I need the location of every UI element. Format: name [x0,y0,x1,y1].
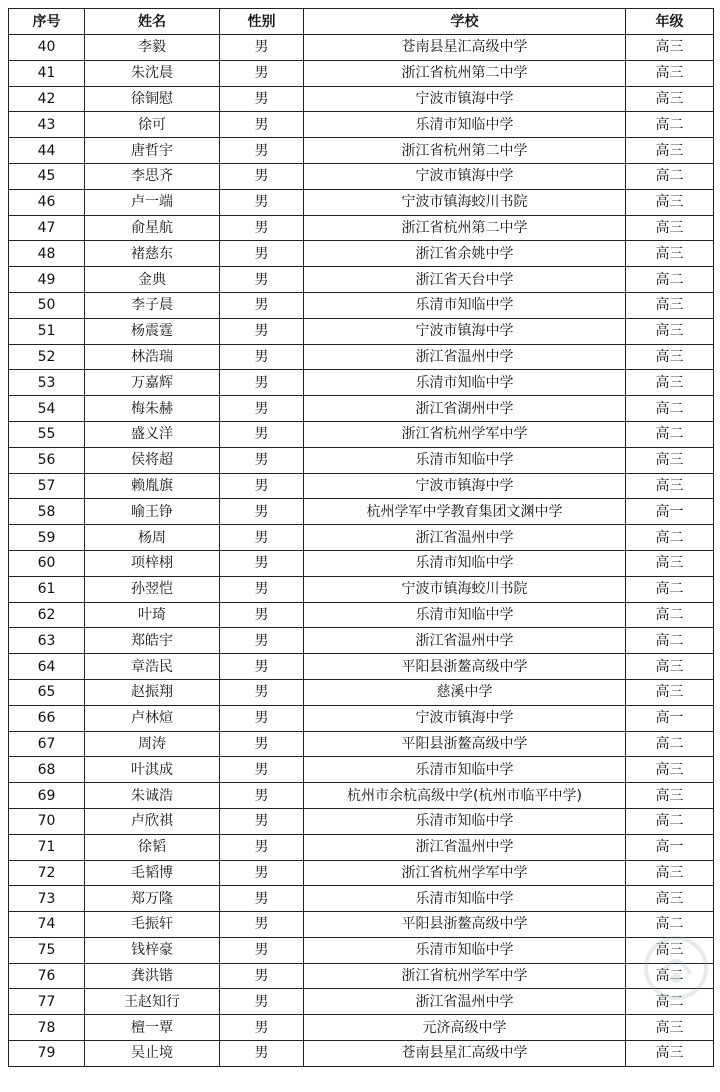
watermark-logo [642,934,710,1002]
cell-grade: 高二 [626,989,714,1015]
cell-gender: 男 [220,138,304,164]
cell-grade: 高二 [626,808,714,834]
cell-grade: 高三 [626,654,714,680]
cell-name: 万嘉辉 [85,370,220,396]
cell-school: 乐清市知临中学 [304,937,626,963]
table-row [9,628,714,654]
cell-grade: 高三 [626,370,714,396]
cell-number: 40 [9,35,85,61]
cell-number: 68 [9,757,85,783]
cell-grade: 高三 [626,189,714,215]
cell-school: 乐清市知临中学 [304,370,626,396]
header-name: 姓名 [85,9,220,35]
cell-school: 苍南县星汇高级中学 [304,35,626,61]
cell-number: 46 [9,189,85,215]
cell-number: 78 [9,1015,85,1041]
cell-gender: 男 [220,731,304,757]
cell-gender: 男 [220,808,304,834]
cell-number: 53 [9,370,85,396]
cell-gender: 男 [220,912,304,938]
cell-grade: 高三 [626,860,714,886]
cell-number: 54 [9,396,85,422]
table-row [9,860,714,886]
cell-gender: 男 [220,628,304,654]
cell-name: 檀一覃 [85,1015,220,1041]
cell-grade: 高二 [626,731,714,757]
cell-number: 41 [9,60,85,86]
cell-number: 65 [9,679,85,705]
table-row [9,370,714,396]
cell-grade: 高二 [626,112,714,138]
cell-school: 宁波市镇海蛟川书院 [304,189,626,215]
cell-number: 59 [9,525,85,551]
cell-school: 浙江省温州中学 [304,989,626,1015]
cell-name: 喻王铮 [85,499,220,525]
cell-number: 64 [9,654,85,680]
cell-number: 72 [9,860,85,886]
cell-school: 平阳县浙鳌高级中学 [304,654,626,680]
cell-name: 林浩瑞 [85,344,220,370]
cell-grade: 高二 [626,576,714,602]
cell-name: 徐韬 [85,834,220,860]
table-row [9,421,714,447]
table-row [9,808,714,834]
cell-gender: 男 [220,35,304,61]
cell-name: 龚洪锴 [85,963,220,989]
table-row [9,757,714,783]
table-row [9,86,714,112]
cell-number: 49 [9,267,85,293]
cell-gender: 男 [220,163,304,189]
cell-school: 浙江省杭州第二中学 [304,215,626,241]
cell-name: 孙翌恺 [85,576,220,602]
table-row [9,396,714,422]
table-body [9,35,714,1067]
table-row [9,112,714,138]
cell-grade: 高三 [626,344,714,370]
cell-gender: 男 [220,602,304,628]
cell-gender: 男 [220,267,304,293]
cell-number: 52 [9,344,85,370]
cell-gender: 男 [220,241,304,267]
cell-school: 元济高级中学 [304,1015,626,1041]
cell-school: 苍南县星汇高级中学 [304,1041,626,1067]
cell-school: 浙江省温州中学 [304,834,626,860]
table-row [9,473,714,499]
table-row [9,679,714,705]
table-row [9,1015,714,1041]
cell-school: 乐清市知临中学 [304,757,626,783]
cell-school: 乐清市知临中学 [304,550,626,576]
cell-school: 浙江省温州中学 [304,344,626,370]
cell-number: 61 [9,576,85,602]
cell-name: 叶淇成 [85,757,220,783]
table-row [9,886,714,912]
cell-grade: 高一 [626,705,714,731]
cell-number: 45 [9,163,85,189]
cell-grade: 高二 [626,628,714,654]
cell-gender: 男 [220,783,304,809]
cell-school: 乐清市知临中学 [304,886,626,912]
cell-name: 卢一端 [85,189,220,215]
cell-gender: 男 [220,86,304,112]
cell-name: 毛振轩 [85,912,220,938]
cell-number: 47 [9,215,85,241]
table-row [9,783,714,809]
cell-name: 郑万隆 [85,886,220,912]
cell-number: 73 [9,886,85,912]
cell-name: 盛义洋 [85,421,220,447]
table-row [9,35,714,61]
table-row [9,731,714,757]
header-school: 学校 [304,9,626,35]
cell-number: 58 [9,499,85,525]
table-row [9,1041,714,1067]
cell-grade: 高三 [626,60,714,86]
cell-school: 宁波市镇海中学 [304,705,626,731]
cell-name: 侯将超 [85,447,220,473]
cell-number: 79 [9,1041,85,1067]
cell-grade: 高三 [626,292,714,318]
cell-gender: 男 [220,886,304,912]
cell-name: 杨周 [85,525,220,551]
cell-school: 浙江省杭州第二中学 [304,60,626,86]
cell-name: 李思齐 [85,163,220,189]
cell-gender: 男 [220,705,304,731]
table-row [9,989,714,1015]
cell-grade: 高一 [626,834,714,860]
cell-grade: 高二 [626,421,714,447]
cell-grade: 高三 [626,318,714,344]
cell-school: 乐清市知临中学 [304,808,626,834]
cell-school: 宁波市镇海中学 [304,163,626,189]
cell-number: 77 [9,989,85,1015]
cell-number: 74 [9,912,85,938]
table-row [9,447,714,473]
cell-name: 郑皓宇 [85,628,220,654]
cell-gender: 男 [220,421,304,447]
cell-school: 浙江省杭州第二中学 [304,138,626,164]
cell-grade: 高二 [626,963,714,989]
cell-gender: 男 [220,215,304,241]
cell-school: 慈溪中学 [304,679,626,705]
cell-grade: 高二 [626,525,714,551]
cell-grade: 高三 [626,886,714,912]
table-row [9,550,714,576]
cell-school: 乐清市知临中学 [304,602,626,628]
cell-gender: 男 [220,989,304,1015]
cell-gender: 男 [220,757,304,783]
cell-name: 朱沈晨 [85,60,220,86]
cell-school: 宁波市镇海中学 [304,473,626,499]
cell-number: 71 [9,834,85,860]
cell-grade: 高二 [626,163,714,189]
cell-name: 吴止境 [85,1041,220,1067]
table-row [9,937,714,963]
table-row [9,576,714,602]
cell-gender: 男 [220,499,304,525]
cell-school: 浙江省温州中学 [304,525,626,551]
table-row [9,654,714,680]
cell-school: 乐清市知临中学 [304,447,626,473]
cell-number: 57 [9,473,85,499]
cell-name: 李毅 [85,35,220,61]
cell-gender: 男 [220,937,304,963]
cell-number: 62 [9,602,85,628]
cell-grade: 高三 [626,215,714,241]
table-row [9,241,714,267]
cell-number: 76 [9,963,85,989]
cell-name: 朱诚浩 [85,783,220,809]
cell-number: 75 [9,937,85,963]
cell-gender: 男 [220,396,304,422]
cell-grade: 高三 [626,550,714,576]
table-row [9,60,714,86]
cell-gender: 男 [220,860,304,886]
table-row [9,602,714,628]
cell-number: 43 [9,112,85,138]
cell-grade: 高二 [626,396,714,422]
cell-name: 章浩民 [85,654,220,680]
cell-gender: 男 [220,60,304,86]
cell-number: 48 [9,241,85,267]
cell-name: 俞星航 [85,215,220,241]
header-row [9,9,714,35]
cell-number: 51 [9,318,85,344]
table-row [9,163,714,189]
cell-name: 金典 [85,267,220,293]
cell-gender: 男 [220,344,304,370]
table-row [9,292,714,318]
cell-grade: 高二 [626,602,714,628]
cell-number: 42 [9,86,85,112]
cell-name: 李子晨 [85,292,220,318]
cell-grade: 高一 [626,499,714,525]
header-number: 序号 [9,9,85,35]
cell-school: 浙江省余姚中学 [304,241,626,267]
cell-gender: 男 [220,318,304,344]
cell-gender: 男 [220,963,304,989]
cell-name: 卢欣祺 [85,808,220,834]
cell-number: 56 [9,447,85,473]
cell-school: 浙江省杭州学军中学 [304,421,626,447]
cell-grade: 高三 [626,1015,714,1041]
cell-grade: 高三 [626,447,714,473]
cell-school: 浙江省杭州学军中学 [304,860,626,886]
cell-grade: 高三 [626,35,714,61]
cell-gender: 男 [220,473,304,499]
cell-gender: 男 [220,292,304,318]
cell-gender: 男 [220,679,304,705]
cell-gender: 男 [220,525,304,551]
table-row [9,963,714,989]
cell-grade: 高三 [626,138,714,164]
cell-school: 杭州学军中学教育集团文渊中学 [304,499,626,525]
cell-school: 宁波市镇海中学 [304,318,626,344]
table-row [9,215,714,241]
table-row [9,912,714,938]
cell-name: 赖胤旗 [85,473,220,499]
cell-grade: 高三 [626,241,714,267]
cell-school: 平阳县浙鳌高级中学 [304,731,626,757]
cell-name: 毛韬博 [85,860,220,886]
cell-gender: 男 [220,550,304,576]
cell-gender: 男 [220,654,304,680]
cell-grade: 高三 [626,1041,714,1067]
table-row [9,834,714,860]
cell-grade: 高三 [626,757,714,783]
table-row [9,267,714,293]
cell-gender: 男 [220,576,304,602]
cell-name: 赵振翔 [85,679,220,705]
header-gender: 性别 [220,9,304,35]
cell-gender: 男 [220,189,304,215]
cell-name: 杨震霆 [85,318,220,344]
cell-number: 50 [9,292,85,318]
table-row [9,525,714,551]
cell-number: 44 [9,138,85,164]
cell-number: 70 [9,808,85,834]
cell-number: 67 [9,731,85,757]
cell-name: 徐可 [85,112,220,138]
cell-school: 宁波市镇海蛟川书院 [304,576,626,602]
cell-number: 55 [9,421,85,447]
cell-name: 周涛 [85,731,220,757]
table-row [9,138,714,164]
cell-grade: 高三 [626,783,714,809]
header-grade: 年级 [626,9,714,35]
cell-gender: 男 [220,447,304,473]
cell-number: 66 [9,705,85,731]
cell-grade: 高三 [626,86,714,112]
table-header [9,9,714,35]
table-row [9,189,714,215]
cell-school: 宁波市镇海中学 [304,86,626,112]
cell-school: 乐清市知临中学 [304,112,626,138]
table-row [9,318,714,344]
cell-name: 徐铜慰 [85,86,220,112]
table-row [9,344,714,370]
cell-name: 叶琦 [85,602,220,628]
cell-school: 杭州市余杭高级中学(杭州市临平中学) [304,783,626,809]
cell-gender: 男 [220,834,304,860]
cell-grade: 高三 [626,937,714,963]
cell-grade: 高二 [626,912,714,938]
table-row [9,499,714,525]
cell-name: 褚慈东 [85,241,220,267]
cell-school: 平阳县浙鳌高级中学 [304,912,626,938]
cell-gender: 男 [220,370,304,396]
cell-name: 钱梓豪 [85,937,220,963]
cell-name: 王赵知行 [85,989,220,1015]
cell-name: 项梓栩 [85,550,220,576]
cell-school: 浙江省温州中学 [304,628,626,654]
cell-number: 69 [9,783,85,809]
student-roster-table [8,8,714,1067]
cell-grade: 高三 [626,473,714,499]
cell-school: 浙江省杭州学军中学 [304,963,626,989]
cell-gender: 男 [220,1041,304,1067]
table-row [9,705,714,731]
cell-name: 梅朱赫 [85,396,220,422]
cell-grade: 高三 [626,679,714,705]
cell-number: 60 [9,550,85,576]
cell-number: 63 [9,628,85,654]
cell-school: 乐清市知临中学 [304,292,626,318]
cell-grade: 高二 [626,267,714,293]
cell-name: 卢林煊 [85,705,220,731]
cell-school: 浙江省天台中学 [304,267,626,293]
cell-name: 唐哲宇 [85,138,220,164]
cell-gender: 男 [220,1015,304,1041]
cell-gender: 男 [220,112,304,138]
cell-school: 浙江省湖州中学 [304,396,626,422]
